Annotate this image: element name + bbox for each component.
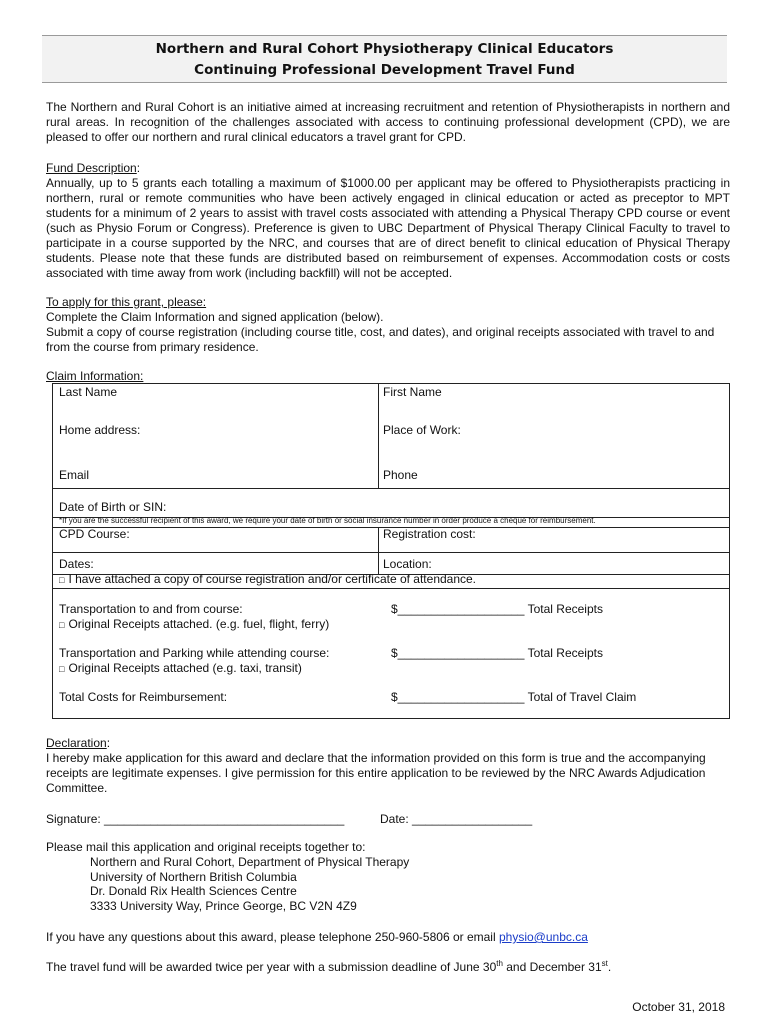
questions-line: If you have any questions about this award, please telephone 250-960-5806 or email physio@unbc.ca [46,930,588,944]
checkbox-icon[interactable]: □ [59,575,65,585]
parking-receipts-row: □ Original Receipts attached (e.g. taxi, transit) [59,661,302,675]
mail-address-line-4: 3333 University Way, Prince George, BC V2N 4Z9 [90,899,357,913]
dates-field[interactable]: Dates: [59,557,94,571]
parking-total-field[interactable]: $___________________ Total Receipts [391,646,603,660]
claim-heading: Claim Information: [46,369,144,383]
first-name-field[interactable]: First Name [383,385,442,399]
checkbox-icon[interactable]: □ [59,664,65,674]
attachment-checkbox-row [59,572,476,588]
apply-step-2: Submit a copy of course registration (including course title, cost, and dates), and original receipts associated with travel to and from the course from primary residence. [46,325,715,354]
claim-form [52,383,730,719]
apply-step-1: Complete the Claim Information and signed application (below). [46,310,384,324]
place-of-work-field[interactable]: Place of Work: [383,423,461,437]
document-title [42,35,727,83]
checkbox-icon[interactable]: □ [59,620,65,630]
last-name-field[interactable]: Last Name [59,385,118,399]
transport-label: Transportation to and from course: [59,602,243,616]
mail-address-line-3: Dr. Donald Rix Health Sciences Centre [90,884,297,898]
dob-note: *If you are the successful recipient of this award, we require your date of birth or social insurance number in order produce a cheque for reimbursement. [59,516,596,525]
signature-field[interactable]: Signature: ____________________________________ [46,812,345,826]
home-address-field[interactable]: Home address: [59,423,141,437]
parking-label: Transportation and Parking while attending course: [59,646,330,660]
location-field[interactable]: Location: [383,557,432,571]
fund-description: Annually, up to 5 grants each totalling a maximum of $1000.00 per applicant may be offered to Physiotherapists practicing in northern, rural or remote communities who have been actively engaged in clinical education or acted as preceptor to MPT students for a minimum of 2 years to assist with travel costs associated with attending a Physical Therapy CPD course or event (such as Physio Forum or Congress). Preference is given to UBC Department of Physical Therapy Clinical Faculty to travel to participate in a course supported by the NRC, and courses that are of direct benefit to clinical education of Physical Therapy students. Please note that these funds are distributed based on reimbursement of expenses. Accommodation costs or costs associated with time away from work (including backfill) will not be accepted. [46,176,730,280]
attachment-label: I have attached a copy of course registration and/or certificate of attendance. [68,572,477,586]
registration-cost-field[interactable]: Registration cost: [383,527,476,541]
email-link[interactable]: physio@unbc.ca [498,930,588,944]
apply-heading: To apply for this grant, please: [46,295,207,309]
declaration-heading: Declaration: [46,736,111,750]
deadline-line: The travel fund will be awarded twice per year with a submission deadline of June 30th and December 31st. [46,959,612,974]
title-line-1: Northern and Rural Cohort Physiotherapy Clinical Educators [155,41,614,57]
transport-receipts-row: □ Original Receipts attached. (e.g. fuel, flight, ferry) [59,617,330,631]
mail-intro: Please mail this application and original receipts together to: [46,840,366,854]
fund-heading: Fund Description: [46,161,141,175]
declaration-body: I hereby make application for this award and declare that the information provided on this form is true and the accompanying receipts are legitimate expenses. I give permission for this entire application to be reviewed by the NRC Awards Adjudication Committee. [46,751,706,795]
intro-paragraph: The Northern and Rural Cohort is an initiative aimed at increasing recruitment and retention of Physiotherapists in northern and rural areas. In recognition of the challenges associated with access to continuing professional development (CPD), we are pleased to offer our northern and rural clinical educators a travel grant for CPD. [46,100,730,144]
mail-address-line-1: Northern and Rural Cohort, Department of Physical Therapy [90,855,410,869]
phone-field[interactable]: Phone [383,468,418,482]
total-claim-field[interactable]: $___________________ Total of Travel Claim [391,690,637,704]
email-field[interactable]: Email [59,468,90,482]
mail-address-line-2: University of Northern British Columbia [90,870,297,884]
transport-total-field[interactable]: $___________________ Total Receipts [391,602,603,616]
cpd-course-field[interactable]: CPD Course: [59,527,130,541]
title-line-2: Continuing Professional Development Travel Fund [194,62,575,78]
footer-date: October 31, 2018 [632,1000,725,1014]
total-costs-label: Total Costs for Reimbursement: [59,690,228,704]
date-field[interactable]: Date: __________________ [380,812,533,826]
dob-sin-field[interactable]: Date of Birth or SIN: [59,500,167,514]
